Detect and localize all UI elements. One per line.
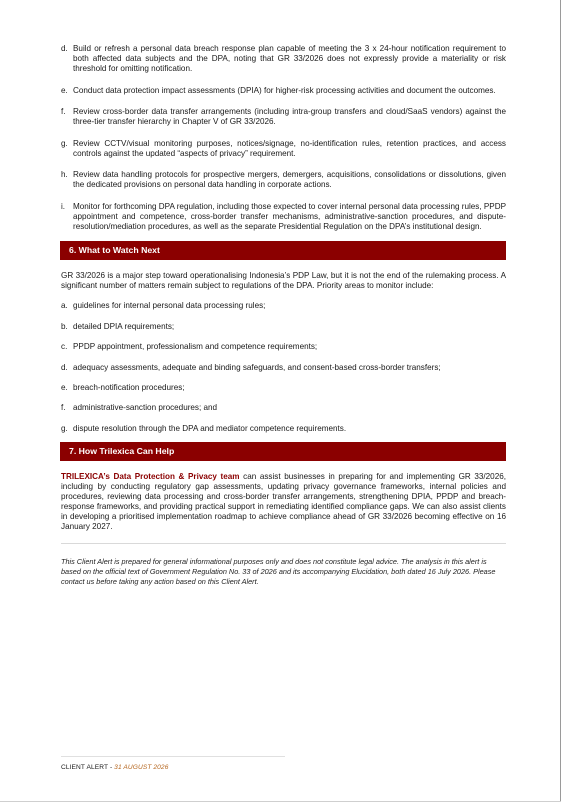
disclaimer: This Client Alert is prepared for general informational purposes only and does not constitute legal advice. The analysis in this alert is based on the official text of Government Regulation No. 33 of 2026 and its accompanying Elucidation, both dated 16 July 2026. Please contact us before taking any action based on this Client Alert. [61,557,496,587]
list-item: h. Review data handling protocols for prospective mergers, demergers, acquisitions, consolidations or dissolutions, given the dedicated provisions on personal data handling in corporate actions. [61,170,506,190]
list-item: c. PPDP appointment, professionalism and competence requirements; [61,342,318,352]
list-item: f. administrative-sanction procedures; and [61,403,218,413]
list-item: g. dispute resolution through the DPA and mediator competence requirements. [61,423,347,433]
list-item: f. Review cross-border data transfer arrangements (including intra-group transfers and cloud/SaaS vendors) against the three-tier transfer hierarchy in Chapter V of GR 33/2026. [61,107,506,127]
recommendation-list [61,44,506,232]
divider [61,543,506,544]
page-content [61,44,506,587]
section-6-intro: GR 33/2026 is a major step toward operationalising Indonesia’s PDP Law, but it is not the end of the rulemaking process. A significant number of matters remain subject to regulations of the DPA. Priority areas to monitor include: [61,271,506,291]
watch-list [61,301,506,433]
footer [61,764,168,771]
footer-divider [61,756,285,757]
section-heading-6: 6. What to Watch Next [60,241,506,260]
list-item: g. Review CCTV/visual monitoring purposes, notices/signage, no-identification rules, retention practices, and access controls against the updated “aspects of privacy” requirement. [61,138,506,158]
footer-date: 31 AUGUST 2026 [114,764,169,771]
list-item: e. Conduct data protection impact assessments (DPIA) for higher-risk processing activities and document the outcomes. [61,85,496,95]
team-name: TRILEXICA’s Data Protection & Privacy team [61,471,240,481]
list-item: b. detailed DPIA requirements; [61,321,175,331]
section-heading-7: 7. How Trilexica Can Help [60,442,506,461]
list-item: a. guidelines for internal personal data processing rules; [61,301,266,311]
section-7-body: TRILEXICA’s Data Protection & Privacy team can assist businesses in preparing for and implementing GR 33/2026, including by conducting regulatory gap assessments, updating privacy governance frameworks, internal policies and procedures, reviewing data processing and cross-border transfer arrangements, strengthening DPIA, PPDP and breach-response frameworks, and providing practical support in remediating identified compliance gaps. We can also assist clients in developing a prioritised implementation roadmap to achieve compliance ahead of GR 33/2026 becoming effective on 16 January 2027. [61,471,506,532]
list-item: d. adequacy assessments, adequate and binding safeguards, and consent-based cross-border transfers; [61,362,441,372]
footer-label: CLIENT ALERT - [61,764,115,771]
list-item: e. breach-notification procedures; [61,382,185,392]
list-item: i. Monitor for forthcoming DPA regulation, including those expected to cover internal personal data processing rules, PPDP appointment and competence, cross-border transfer mechanisms, administrative-sanction procedures, and dispute-resolution/mediation procedures, as well as the separate Presidential Regulation on the DPA’s institutional design. [61,201,506,232]
list-item: d. Build or refresh a personal data breach response plan capable of meeting the 3 x 24-hour notification requirement to both affected data subjects and the DPA, noting that GR 33/2026 does not expressly provide a materiality or risk threshold for omitting notification. [61,44,506,74]
